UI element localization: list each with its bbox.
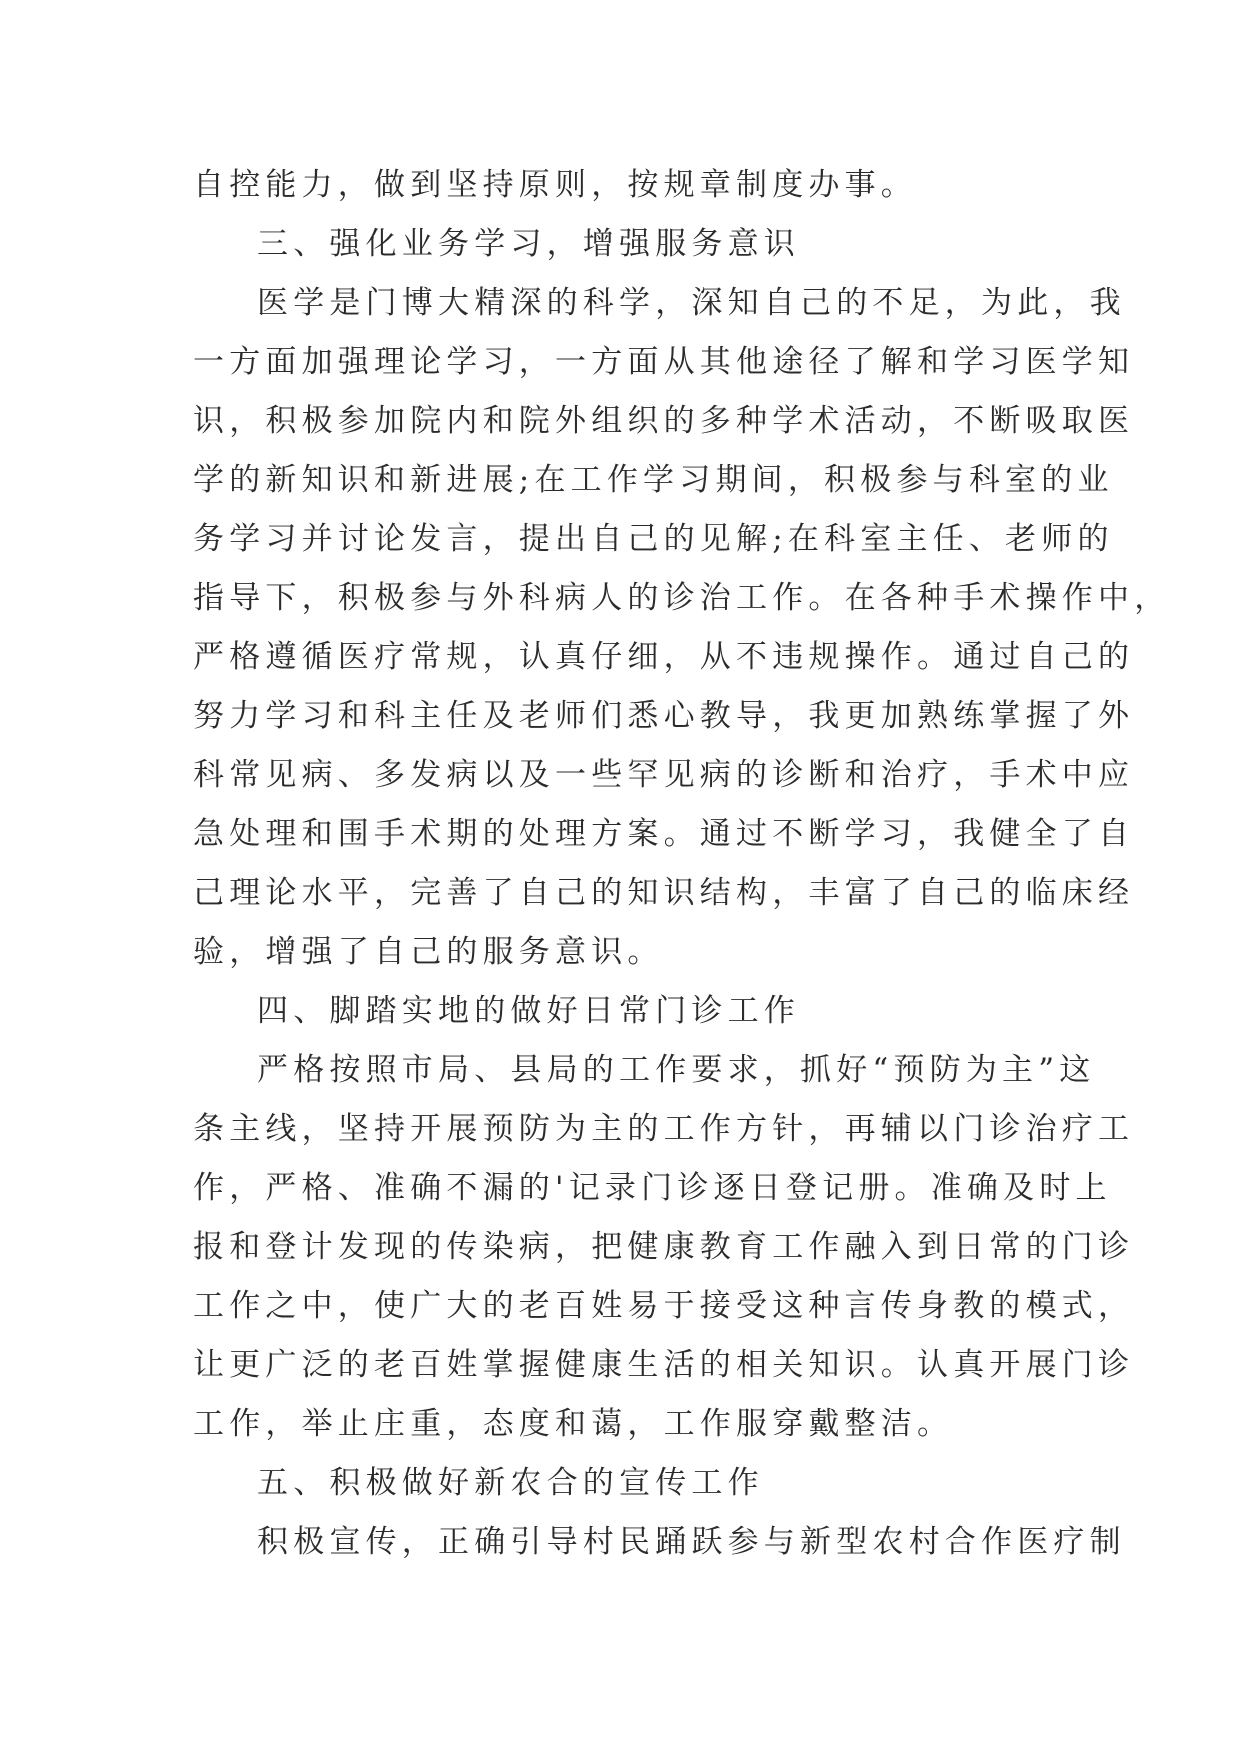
paragraph-line: 条主线，坚持开展预防为主的工作方针，再辅以门诊治疗工 <box>193 1111 1135 1147</box>
body-text <box>193 156 1171 1572</box>
paragraph-line: 验，增强了自己的服务意识。 <box>193 934 664 970</box>
section-heading-5: 五、积极做好新农合的宣传工作 <box>257 1465 764 1501</box>
paragraph-line: 工作之中，使广大的老百姓易于接受这种言传身教的模式， <box>193 1288 1135 1324</box>
paragraph-line: 严格按照市局、县局的工作要求，抓好“预防为主”这 <box>257 1052 1096 1088</box>
paragraph-line: 己理论水平，完善了自己的知识结构，丰富了自己的临床经 <box>193 875 1135 911</box>
paragraph-line: 务学习并讨论发言，提出自己的见解;在科室主任、老师的 <box>193 521 1114 557</box>
paragraph-line: 识，积极参加院内和院外组织的多种学术活动，不断吸取医 <box>193 403 1135 439</box>
section-heading-3: 三、强化业务学习，增强服务意识 <box>257 226 800 262</box>
paragraph-line: 学的新知识和新进展;在工作学习期间，积极参与科室的业 <box>193 462 1114 498</box>
paragraph-line: 急处理和围手术期的处理方案。通过不断学习，我健全了自 <box>193 816 1135 852</box>
paragraph-line: 医学是门博大精深的科学，深知自己的不足，为此，我 <box>257 285 1126 321</box>
paragraph-line: 工作，举止庄重，态度和蔼，工作服穿戴整洁。 <box>193 1406 954 1442</box>
paragraph-line: 报和登计发现的传染病，把健康教育工作融入到日常的门诊 <box>193 1229 1135 1265</box>
section-heading-4: 四、脚踏实地的做好日常门诊工作 <box>257 993 800 1029</box>
paragraph-line: 一方面加强理论学习，一方面从其他途径了解和学习医学知 <box>193 344 1135 380</box>
paragraph-line: 严格遵循医疗常规，认真仔细，从不违规操作。通过自己的 <box>193 639 1135 675</box>
paragraph-line: 自控能力，做到坚持原则，按规章制度办事。 <box>193 167 917 203</box>
paragraph-line: 积极宣传，正确引导村民踊跃参与新型农村合作医疗制 <box>257 1524 1126 1560</box>
paragraph-line: 科常见病、多发病以及一些罕见病的诊断和治疗，手术中应 <box>193 757 1135 793</box>
paragraph-line: 作，严格、准确不漏的'记录门诊逐日登记册。准确及时上 <box>193 1170 1112 1206</box>
paragraph-line: 指导下，积极参与外科病人的诊治工作。在各种手术操作中， <box>193 580 1171 616</box>
paragraph-line: 让更广泛的老百姓掌握健康生活的相关知识。认真开展门诊 <box>193 1347 1135 1383</box>
paragraph-line: 努力学习和科主任及老师们悉心教导，我更加熟练掌握了外 <box>193 698 1135 734</box>
